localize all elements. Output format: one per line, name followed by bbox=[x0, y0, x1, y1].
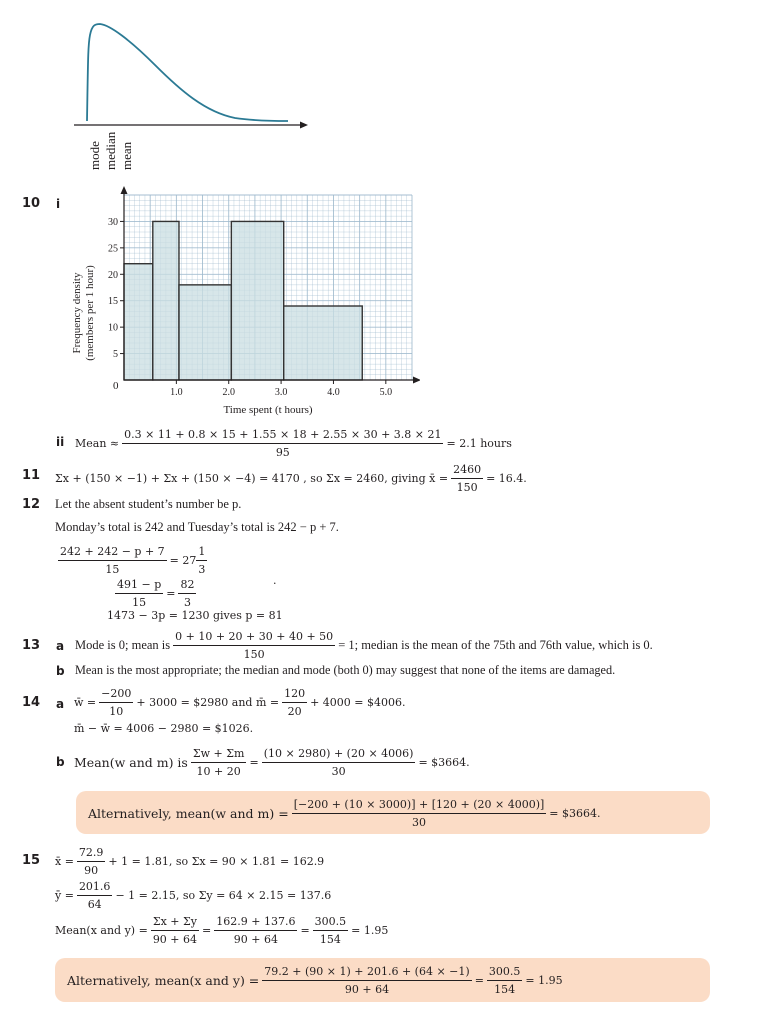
q15-l2-num: 201.6 bbox=[77, 879, 113, 896]
q14-alt-end: = $3664. bbox=[549, 806, 601, 820]
q15-alt-fraction bbox=[262, 964, 471, 997]
q12-eq2-fraction bbox=[115, 577, 163, 610]
q14-b-equals: = bbox=[249, 755, 259, 769]
q15-l1-num: 72.9 bbox=[77, 845, 106, 862]
q13-b-text: Mean is the most appropriate; the median and mode (both 0) may suggest that none of the items are damaged. bbox=[75, 663, 616, 677]
q14-alt-lhs: Alternatively, mean(w and m) = bbox=[88, 805, 289, 821]
q11-frac-num: 2460 bbox=[451, 462, 483, 479]
histogram-bar bbox=[231, 221, 283, 380]
q12-eq2-den: 15 bbox=[132, 595, 147, 609]
x-tick-label: 5.0 bbox=[379, 387, 393, 398]
q13-a-frac-den: 150 bbox=[243, 647, 265, 661]
q10-part-ii-label: ii bbox=[56, 435, 65, 449]
histogram-bar bbox=[284, 306, 363, 380]
q15-l3-f2-den: 90 + 64 bbox=[233, 932, 278, 946]
q15-l2-fraction bbox=[77, 879, 113, 912]
q15-line1 bbox=[55, 843, 324, 879]
y-tick-label: 10 bbox=[108, 322, 118, 334]
q11-text-before: Σx + (150 × −1) + Σx + (150 × −4) = 4170 , so Σx = 2460, giving x̄ = bbox=[55, 471, 449, 485]
q12-line2: Monday’s total is 242 and Tuesday’s total is 242 − p + 7. bbox=[55, 520, 339, 534]
q14-a1-fraction1 bbox=[99, 686, 133, 719]
q13-a-text-before: Mode is 0; mean is bbox=[75, 637, 171, 652]
q15-l1-lhs: x̄ = bbox=[55, 854, 74, 868]
q14-a-line2: m̄ − w̄ = 4006 − 2980 = $1026. bbox=[74, 722, 254, 735]
q12-eq1 bbox=[55, 543, 210, 577]
q11-fraction bbox=[451, 462, 483, 495]
q12-eq3: 1473 − 3p = 1230 gives p = 81 bbox=[107, 609, 283, 622]
q14-part-a-label: a bbox=[56, 697, 65, 711]
q15-l3-fraction3 bbox=[313, 914, 349, 947]
q14-a1-mid: + 3000 = $2980 and m̄ = bbox=[136, 695, 280, 709]
q12-eq1-fraction bbox=[58, 544, 167, 577]
q15-l2-lhs: ȳ = bbox=[55, 888, 74, 902]
q12-eq2 bbox=[112, 576, 199, 610]
q12-eq2-rhs-den: 3 bbox=[183, 595, 191, 609]
q10-mean-equation bbox=[75, 423, 512, 463]
question-number-13: 13 bbox=[22, 638, 41, 653]
q14-b-frac2-den: 30 bbox=[331, 764, 346, 778]
q10-part-i-label: i bbox=[56, 197, 61, 211]
q12-eq1-rhs-fraction bbox=[196, 544, 207, 577]
x-tick-label: 4.0 bbox=[327, 387, 340, 398]
q12-eq2-num: 491 − p bbox=[115, 577, 163, 594]
y-tick-label: 25 bbox=[108, 243, 118, 255]
q15-line2 bbox=[55, 877, 331, 913]
x-tick-label: 3.0 bbox=[274, 387, 288, 398]
skew-label-mean: mean bbox=[119, 141, 134, 170]
q15-l3-f1-num: Σx + Σy bbox=[151, 914, 199, 931]
question-number-15: 15 bbox=[22, 853, 41, 868]
q15-l3-fraction2 bbox=[214, 914, 297, 947]
q15-l2-den: 64 bbox=[87, 897, 102, 911]
q15-l3-f3-num: 300.5 bbox=[313, 914, 349, 931]
histogram-y-label-line1: Frequency density bbox=[71, 272, 83, 354]
q14-a1-fraction2 bbox=[282, 686, 307, 719]
q15-alt-equals: = bbox=[474, 973, 484, 987]
y-tick-label: 15 bbox=[108, 296, 118, 308]
q10-mean-label: Mean ≈ bbox=[75, 436, 120, 450]
q12-eq1-rhs-den: 3 bbox=[198, 562, 206, 576]
histogram-y-ticks bbox=[108, 217, 124, 360]
skew-axis-arrow-icon bbox=[300, 122, 308, 129]
q14-b-frac2-num: (10 × 2980) + (20 × 4006) bbox=[262, 746, 416, 763]
q15-l3-f3-den: 154 bbox=[319, 932, 341, 946]
q14-b-lhs: Mean(w and m) is bbox=[74, 754, 188, 770]
q11-frac-den: 150 bbox=[456, 480, 478, 494]
q14-b-frac1-num: Σw + Σm bbox=[191, 746, 247, 763]
q15-alt-num: 79.2 + (90 × 1) + 201.6 + (64 × −1) bbox=[262, 964, 471, 981]
q11-equation bbox=[55, 458, 527, 498]
q14-a-line1 bbox=[74, 684, 406, 720]
q12-eq1-rhs-num: 1 bbox=[196, 544, 207, 561]
histogram-x-ticks bbox=[170, 380, 392, 398]
histogram-bar bbox=[179, 285, 231, 380]
q15-l1-den: 90 bbox=[84, 863, 99, 877]
q15-alt-lhs: Alternatively, mean(x and y) = bbox=[67, 972, 260, 988]
q13-part-a-label: a bbox=[56, 639, 65, 653]
q15-l3-fraction1 bbox=[151, 914, 199, 947]
q14-alt-num: [−200 + (10 × 3000)] + [120 + (20 × 4000)] bbox=[292, 797, 547, 814]
x-axis-arrow-icon bbox=[413, 377, 420, 384]
q14-b-end: = $3664. bbox=[418, 755, 470, 769]
q15-l3-f2-num: 162.9 + 137.6 bbox=[214, 914, 297, 931]
q10-mean-fraction bbox=[122, 427, 443, 460]
q15-alt-end: = 1.95 bbox=[525, 973, 563, 987]
q14-a1-frac2-num: 120 bbox=[282, 686, 307, 703]
q15-alternative-line bbox=[67, 961, 563, 999]
y-tick-label: 20 bbox=[108, 269, 118, 281]
q12-eq1-den: 15 bbox=[105, 562, 120, 576]
q15-alt-den: 90 + 64 bbox=[344, 982, 390, 996]
q14-b-line bbox=[74, 744, 470, 780]
q12-line1: Let the absent student’s number be p. bbox=[55, 497, 242, 511]
histogram-x-label: Time spent (t hours) bbox=[223, 404, 313, 416]
histogram-origin-label: 0 bbox=[113, 380, 119, 392]
y-tick-label: 5 bbox=[113, 349, 118, 361]
q15-alt-fraction2 bbox=[487, 964, 523, 997]
q14-b-frac1-den: 10 + 20 bbox=[196, 764, 241, 778]
q12-eq2-rhs-num: 82 bbox=[178, 577, 196, 594]
q13-part-b-label: b bbox=[56, 664, 65, 678]
histogram-chart bbox=[60, 185, 420, 420]
q15-l2-end: − 1 = 2.15, so Σy = 64 × 2.15 = 137.6 bbox=[115, 888, 332, 902]
q15-l3-equals1: = bbox=[202, 923, 212, 937]
q15-alt-f2-den: 154 bbox=[494, 982, 516, 996]
q14-b-fraction1 bbox=[191, 746, 247, 779]
question-number-14: 14 bbox=[22, 695, 41, 710]
question-number-10: 10 bbox=[22, 196, 41, 211]
q14-a1-lhs: w̄ = bbox=[74, 695, 97, 709]
q13-a-fraction bbox=[173, 629, 335, 662]
x-tick-label: 1.0 bbox=[170, 387, 183, 398]
skew-label-median: median bbox=[103, 131, 118, 170]
q10-mean-result: = 2.1 hours bbox=[446, 436, 512, 450]
q14-alternative-line bbox=[88, 794, 601, 832]
q15-l3-f1-den: 90 + 64 bbox=[152, 932, 198, 946]
q14-alt-den: 30 bbox=[412, 815, 426, 829]
q15-l1-end: + 1 = 1.81, so Σx = 90 × 1.81 = 162.9 bbox=[108, 854, 325, 868]
skew-curve bbox=[87, 24, 288, 121]
q12-eq2-equals: = bbox=[166, 586, 176, 600]
q13-a-text-after: = 1; median is the mean of the 75th and 76th value, which is 0. bbox=[338, 637, 653, 652]
q12-eq2-rhs-fraction bbox=[178, 577, 196, 610]
q14-part-b-label: b bbox=[56, 755, 65, 769]
q12-eq1-num: 242 + 242 − p + 7 bbox=[58, 544, 167, 561]
q15-l3-end: = 1.95 bbox=[351, 923, 389, 937]
q10-mean-denominator: 95 bbox=[275, 445, 290, 459]
q14-a1-end: + 4000 = $4006. bbox=[310, 695, 406, 709]
q15-l3-equals2: = bbox=[300, 923, 310, 937]
question-number-11: 11 bbox=[22, 468, 41, 483]
q15-line3 bbox=[55, 912, 388, 948]
y-tick-label: 30 bbox=[108, 216, 118, 228]
q13-a-line bbox=[75, 627, 653, 663]
q14-a1-frac1-den: 10 bbox=[109, 704, 124, 718]
q14-b-fraction2 bbox=[262, 746, 416, 779]
q13-a-frac-num: 0 + 10 + 20 + 30 + 40 + 50 bbox=[173, 629, 335, 646]
q14-alt-fraction bbox=[292, 797, 547, 830]
q14-a1-frac1-num: −200 bbox=[99, 686, 133, 703]
histogram-bar bbox=[124, 264, 153, 380]
skew-label-mode: mode bbox=[87, 141, 102, 170]
histogram-bar bbox=[153, 221, 179, 380]
histogram-y-label-line2: (members per 1 hour) bbox=[84, 265, 96, 361]
q15-l3-lhs: Mean(x and y) = bbox=[55, 923, 148, 937]
question-number-12: 12 bbox=[22, 497, 41, 512]
skew-distribution-figure bbox=[60, 0, 320, 180]
q15-l1-fraction bbox=[77, 845, 106, 878]
x-tick-label: 2.0 bbox=[222, 387, 235, 398]
q12-stray-dot: . bbox=[273, 574, 277, 587]
q12-eq1-rhs-whole: = 27 bbox=[169, 553, 197, 567]
q15-alt-f2-num: 300.5 bbox=[487, 964, 523, 981]
q14-a1-frac2-den: 20 bbox=[287, 704, 302, 718]
y-axis-arrow-icon bbox=[121, 186, 128, 194]
q10-mean-numerator: 0.3 × 11 + 0.8 × 15 + 1.55 × 18 + 2.55 × 30 + 3.8 × 21 bbox=[122, 427, 443, 444]
q11-text-after: = 16.4. bbox=[486, 471, 527, 485]
